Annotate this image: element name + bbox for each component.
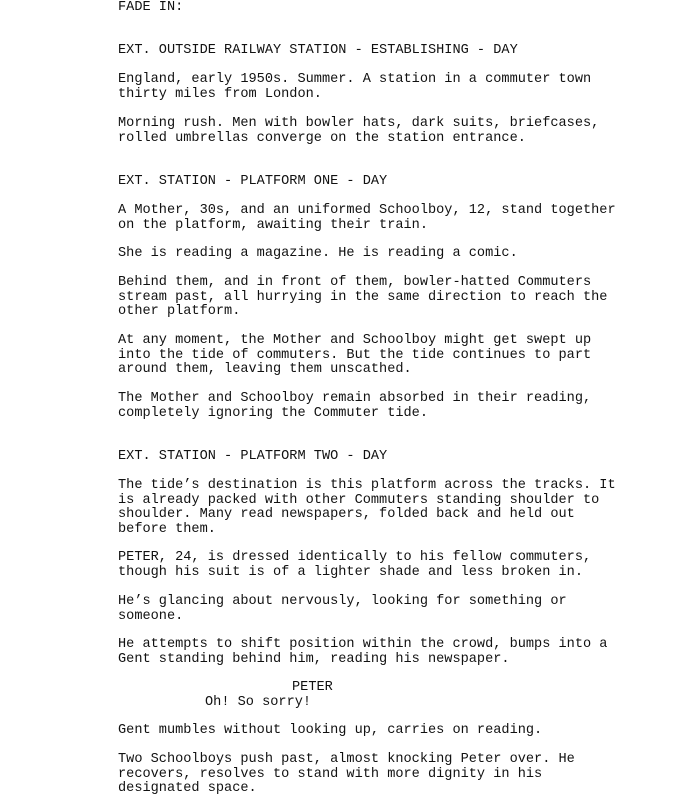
- character-name: PETER: [292, 680, 333, 695]
- action-paragraph: At any moment, the Mother and Schoolboy might get swept up into the tide of commuters. But the tide continues to part around them, leaving them unscathed.: [118, 333, 592, 377]
- action-paragraph: She is reading a magazine. He is reading a comic.: [118, 246, 518, 261]
- action-paragraph: A Mother, 30s, and an uniformed Schoolboy, 12, stand together on the platform, awaiting their train.: [118, 203, 616, 233]
- action-paragraph: Behind them, and in front of them, bowler-hatted Commuters stream past, all hurrying in the same direction to reach the other platform.: [118, 275, 608, 319]
- action-paragraph: Two Schoolboys push past, almost knocking Peter over. He recovers, resolves to stand with more dignity in his designated space.: [118, 752, 575, 796]
- action-paragraph: The tide’s destination is this platform across the tracks. It is already packed with other Commuters standing shoulder to shoulder. Many read newspapers, folded back and held out before them.: [118, 478, 616, 537]
- scene-heading: EXT. STATION - PLATFORM ONE - DAY: [118, 174, 388, 189]
- action-paragraph: Gent mumbles without looking up, carries on reading.: [118, 723, 543, 738]
- scene-heading: EXT. STATION - PLATFORM TWO - DAY: [118, 449, 388, 464]
- scene-heading: EXT. OUTSIDE RAILWAY STATION - ESTABLISHING - DAY: [118, 43, 518, 58]
- action-paragraph: PETER, 24, is dressed identically to his fellow commuters, though his suit is of a lighter shade and less broken in.: [118, 550, 592, 580]
- action-paragraph: The Mother and Schoolboy remain absorbed in their reading, completely ignoring the Commuter tide.: [118, 391, 592, 421]
- action-paragraph: He attempts to shift position within the crowd, bumps into a Gent standing behind him, reading his newspaper.: [118, 637, 608, 667]
- action-paragraph: England, early 1950s. Summer. A station in a commuter town thirty miles from London.: [118, 72, 592, 102]
- action-paragraph: He’s glancing about nervously, looking for something or someone.: [118, 594, 567, 624]
- action-paragraph: Morning rush. Men with bowler hats, dark suits, briefcases, rolled umbrellas converge on the station entrance.: [118, 116, 600, 146]
- dialogue-line: Oh! So sorry!: [205, 695, 312, 710]
- transition-fade-in: FADE IN:: [118, 0, 184, 15]
